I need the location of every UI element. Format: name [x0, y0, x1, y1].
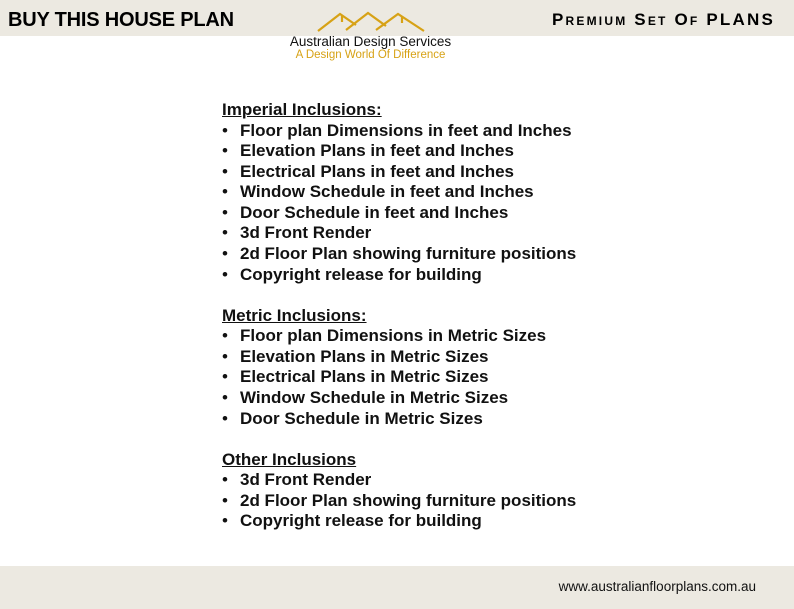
list-item: • Window Schedule in feet and Inches	[222, 182, 534, 202]
buy-plan-label: BUY THIS HOUSE PLAN	[8, 9, 234, 31]
company-logo	[283, 10, 458, 68]
list-item: • Door Schedule in feet and Inches	[222, 202, 509, 222]
list-item: • Electrical Plans in feet and Inches	[222, 161, 514, 181]
house-rooflines-icon	[316, 10, 426, 32]
list-item: • 3d Front Render	[222, 223, 372, 243]
website-url: www.australianfloorplans.com.au	[558, 579, 756, 594]
inclusions-list	[222, 100, 782, 553]
list-item: • Elevation Plans in Metric Sizes	[222, 346, 489, 366]
footer-bar	[0, 566, 794, 609]
list-item: • 2d Floor Plan showing furniture positions	[222, 490, 577, 510]
list-item: • Door Schedule in Metric Sizes	[222, 408, 483, 428]
imperial-inclusions-section	[222, 100, 782, 285]
list-item: • Floor plan Dimensions in Metric Sizes	[222, 326, 547, 346]
list-item: • Elevation Plans in feet and Inches	[222, 141, 514, 161]
list-item: • Electrical Plans in Metric Sizes	[222, 367, 489, 387]
section-title: Metric Inclusions:	[222, 305, 367, 325]
metric-inclusions-section	[222, 306, 782, 429]
other-inclusions-section	[222, 450, 782, 532]
list-item: • Copyright release for building	[222, 511, 482, 531]
company-name: Australian Design Services	[289, 34, 452, 49]
list-item: • Copyright release for building	[222, 264, 482, 284]
company-tagline: A Design World Of Difference	[295, 49, 446, 61]
list-item: • 3d Front Render	[222, 470, 372, 490]
list-item: • Window Schedule in Metric Sizes	[222, 388, 509, 408]
section-title: Other Inclusions	[222, 449, 357, 469]
list-item: • 2d Floor Plan showing furniture positions	[222, 244, 577, 264]
section-title: Imperial Inclusions:	[222, 100, 382, 119]
list-item: • Floor plan Dimensions in feet and Inches	[222, 120, 572, 140]
premium-set-label: Premium Set Of PLANS	[551, 10, 775, 29]
